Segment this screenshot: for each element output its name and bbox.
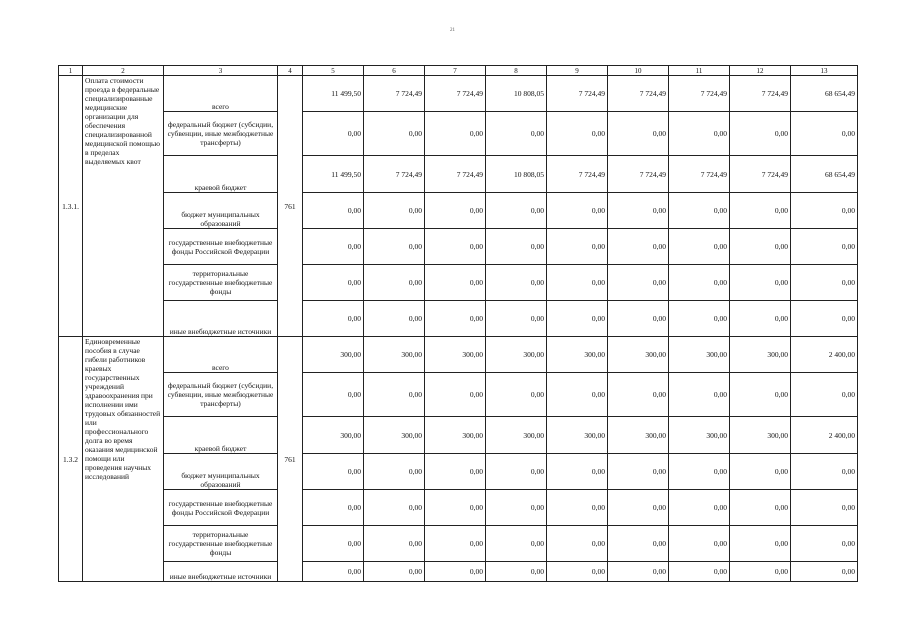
- amount-cell: 0,00: [364, 490, 425, 526]
- amount-cell: 0,00: [425, 265, 486, 301]
- funding-source: федеральный бюджет (субсидии, субвенции, иные межбюджетные трансферты): [164, 112, 278, 156]
- column-number-6: 6: [364, 66, 425, 76]
- amount-cell: 0,00: [730, 526, 791, 562]
- amount-cell: 0,00: [669, 265, 730, 301]
- amount-cell: 0,00: [608, 373, 669, 417]
- amount-cell: 0,00: [425, 193, 486, 229]
- amount-cell: 11 499,50: [303, 76, 364, 112]
- amount-cell: 0,00: [425, 229, 486, 265]
- amount-cell: 300,00: [547, 417, 608, 454]
- funding-source: бюджет муниципальных образований: [164, 454, 278, 490]
- funding-source: государственные внебюджетные фонды Российской Федерации: [164, 490, 278, 526]
- amount-cell: 0,00: [669, 229, 730, 265]
- amount-cell: 0,00: [486, 454, 547, 490]
- amount-cell: 2 400,00: [791, 337, 858, 373]
- amount-cell: 300,00: [547, 337, 608, 373]
- amount-cell: 300,00: [608, 337, 669, 373]
- amount-cell: 0,00: [425, 112, 486, 156]
- amount-cell: 0,00: [608, 490, 669, 526]
- amount-cell: 0,00: [364, 112, 425, 156]
- amount-cell: 300,00: [730, 337, 791, 373]
- amount-cell: 0,00: [303, 112, 364, 156]
- amount-cell: 7 724,49: [425, 156, 486, 193]
- amount-cell: 0,00: [486, 193, 547, 229]
- amount-cell: 0,00: [425, 562, 486, 582]
- amount-cell: 300,00: [486, 417, 547, 454]
- item-code: 1.3.2: [59, 337, 83, 582]
- amount-cell: 0,00: [669, 490, 730, 526]
- amount-cell: 0,00: [303, 526, 364, 562]
- column-number-7: 7: [425, 66, 486, 76]
- amount-cell: 0,00: [730, 265, 791, 301]
- column-number-12: 12: [730, 66, 791, 76]
- column-number-8: 8: [486, 66, 547, 76]
- amount-cell: 0,00: [730, 490, 791, 526]
- amount-cell: 0,00: [486, 526, 547, 562]
- table-row: [59, 562, 858, 582]
- amount-cell: 300,00: [425, 337, 486, 373]
- amount-cell: 300,00: [303, 417, 364, 454]
- amount-cell: 0,00: [608, 454, 669, 490]
- column-number-9: 9: [547, 66, 608, 76]
- amount-cell: 300,00: [486, 337, 547, 373]
- amount-cell: 0,00: [303, 229, 364, 265]
- amount-cell: 300,00: [364, 417, 425, 454]
- amount-cell: 0,00: [547, 490, 608, 526]
- amount-cell: 10 808,05: [486, 76, 547, 112]
- amount-cell: 0,00: [303, 301, 364, 337]
- table-row: [59, 373, 858, 417]
- amount-cell: 0,00: [547, 301, 608, 337]
- column-number-5: 5: [303, 66, 364, 76]
- amount-cell: 0,00: [364, 454, 425, 490]
- amount-cell: 0,00: [547, 265, 608, 301]
- amount-cell: 0,00: [486, 301, 547, 337]
- table-row: [59, 454, 858, 490]
- table-row: [59, 76, 858, 112]
- amount-cell: 0,00: [486, 490, 547, 526]
- amount-cell: 300,00: [730, 417, 791, 454]
- amount-cell: 0,00: [669, 562, 730, 582]
- amount-cell: 0,00: [791, 229, 858, 265]
- amount-cell: 0,00: [547, 373, 608, 417]
- amount-cell: 0,00: [425, 490, 486, 526]
- grbs-code: 761: [278, 76, 303, 337]
- amount-cell: 0,00: [364, 562, 425, 582]
- amount-cell: 300,00: [669, 417, 730, 454]
- funding-source: иные внебюджетные источники: [164, 562, 278, 582]
- table-row: [59, 301, 858, 337]
- amount-cell: 0,00: [486, 373, 547, 417]
- column-number-13: 13: [791, 66, 858, 76]
- funding-source: иные внебюджетные источники: [164, 301, 278, 337]
- amount-cell: 0,00: [608, 562, 669, 582]
- amount-cell: 68 654,49: [791, 156, 858, 193]
- amount-cell: 0,00: [730, 112, 791, 156]
- amount-cell: 0,00: [730, 454, 791, 490]
- amount-cell: 0,00: [547, 112, 608, 156]
- column-number-row: [59, 66, 858, 76]
- amount-cell: 0,00: [547, 193, 608, 229]
- amount-cell: 300,00: [425, 417, 486, 454]
- amount-cell: 0,00: [791, 301, 858, 337]
- amount-cell: 0,00: [791, 490, 858, 526]
- funding-source: территориальные государственные внебюджетные фонды: [164, 265, 278, 301]
- column-number-11: 11: [669, 66, 730, 76]
- amount-cell: 0,00: [303, 265, 364, 301]
- amount-cell: 0,00: [425, 454, 486, 490]
- amount-cell: 2 400,00: [791, 417, 858, 454]
- amount-cell: 0,00: [791, 112, 858, 156]
- amount-cell: 0,00: [486, 562, 547, 582]
- amount-cell: 0,00: [608, 112, 669, 156]
- amount-cell: 0,00: [547, 229, 608, 265]
- page-number: 21: [450, 28, 455, 33]
- amount-cell: 7 724,49: [730, 76, 791, 112]
- amount-cell: 0,00: [364, 229, 425, 265]
- amount-cell: 0,00: [608, 265, 669, 301]
- amount-cell: 0,00: [791, 265, 858, 301]
- table-row: [59, 229, 858, 265]
- amount-cell: 0,00: [425, 526, 486, 562]
- amount-cell: 0,00: [791, 562, 858, 582]
- amount-cell: 10 808,05: [486, 156, 547, 193]
- funding-source: всего: [164, 76, 278, 112]
- amount-cell: 0,00: [730, 301, 791, 337]
- column-number-3: 3: [164, 66, 278, 76]
- item-description: Единовременные пособия в случае гибели работников краевых государственных учреждений здравоохранения при исполнении ими трудовых обязанностей или профессионального долга во время оказания медицинской помощи или проведения научных исследований: [83, 337, 164, 582]
- amount-cell: 0,00: [669, 112, 730, 156]
- amount-cell: 7 724,49: [608, 76, 669, 112]
- amount-cell: 0,00: [669, 454, 730, 490]
- amount-cell: 7 724,49: [547, 156, 608, 193]
- funding-source: краевой бюджет: [164, 417, 278, 454]
- table-row: [59, 490, 858, 526]
- amount-cell: 0,00: [486, 112, 547, 156]
- amount-cell: 0,00: [669, 526, 730, 562]
- amount-cell: 0,00: [730, 373, 791, 417]
- amount-cell: 0,00: [364, 265, 425, 301]
- table-row: [59, 193, 858, 229]
- table-row: [59, 265, 858, 301]
- amount-cell: 0,00: [791, 193, 858, 229]
- amount-cell: 0,00: [669, 301, 730, 337]
- column-number-4: 4: [278, 66, 303, 76]
- amount-cell: 7 724,49: [730, 156, 791, 193]
- amount-cell: 0,00: [547, 454, 608, 490]
- budget-table: [58, 65, 858, 582]
- amount-cell: 0,00: [608, 229, 669, 265]
- amount-cell: 0,00: [608, 526, 669, 562]
- amount-cell: 0,00: [730, 193, 791, 229]
- amount-cell: 0,00: [669, 373, 730, 417]
- table-row: [59, 337, 858, 373]
- amount-cell: 0,00: [425, 301, 486, 337]
- amount-cell: 300,00: [608, 417, 669, 454]
- amount-cell: 7 724,49: [364, 76, 425, 112]
- amount-cell: 0,00: [303, 193, 364, 229]
- amount-cell: 0,00: [608, 193, 669, 229]
- amount-cell: 0,00: [303, 490, 364, 526]
- amount-cell: 0,00: [608, 301, 669, 337]
- amount-cell: 0,00: [791, 454, 858, 490]
- funding-source: краевой бюджет: [164, 156, 278, 193]
- amount-cell: 0,00: [547, 562, 608, 582]
- amount-cell: 7 724,49: [364, 156, 425, 193]
- table-row: [59, 526, 858, 562]
- funding-source: бюджет муниципальных образований: [164, 193, 278, 229]
- amount-cell: 0,00: [303, 454, 364, 490]
- amount-cell: 0,00: [425, 373, 486, 417]
- amount-cell: 7 724,49: [608, 156, 669, 193]
- amount-cell: 300,00: [364, 337, 425, 373]
- table-row: [59, 156, 858, 193]
- amount-cell: 0,00: [364, 373, 425, 417]
- column-number-1: 1: [59, 66, 83, 76]
- amount-cell: 0,00: [364, 526, 425, 562]
- column-number-10: 10: [608, 66, 669, 76]
- amount-cell: 0,00: [486, 229, 547, 265]
- table-row: [59, 112, 858, 156]
- amount-cell: 7 724,49: [547, 76, 608, 112]
- funding-source: государственные внебюджетные фонды Российской Федерации: [164, 229, 278, 265]
- amount-cell: 7 724,49: [669, 156, 730, 193]
- amount-cell: 0,00: [303, 562, 364, 582]
- amount-cell: 11 499,50: [303, 156, 364, 193]
- amount-cell: 0,00: [791, 526, 858, 562]
- amount-cell: 0,00: [730, 229, 791, 265]
- funding-source: федеральный бюджет (субсидии, субвенции, иные межбюджетные трансферты): [164, 373, 278, 417]
- amount-cell: 300,00: [669, 337, 730, 373]
- amount-cell: 0,00: [364, 193, 425, 229]
- grbs-code: 761: [278, 337, 303, 582]
- amount-cell: 300,00: [303, 337, 364, 373]
- amount-cell: 0,00: [486, 265, 547, 301]
- amount-cell: 68 654,49: [791, 76, 858, 112]
- amount-cell: 0,00: [364, 301, 425, 337]
- amount-cell: 0,00: [303, 373, 364, 417]
- table-row: [59, 417, 858, 454]
- amount-cell: 0,00: [547, 526, 608, 562]
- funding-source: территориальные государственные внебюджетные фонды: [164, 526, 278, 562]
- item-description: Оплата стоимости проезда в федеральные специализированные медицинские организации для обеспечения специализированной медицинской помощью в пределах выделяемых квот: [83, 76, 164, 337]
- funding-source: всего: [164, 337, 278, 373]
- amount-cell: 0,00: [791, 373, 858, 417]
- amount-cell: 0,00: [669, 193, 730, 229]
- amount-cell: 7 724,49: [425, 76, 486, 112]
- item-code: 1.3.1.: [59, 76, 83, 337]
- amount-cell: 0,00: [730, 562, 791, 582]
- column-number-2: 2: [83, 66, 164, 76]
- amount-cell: 7 724,49: [669, 76, 730, 112]
